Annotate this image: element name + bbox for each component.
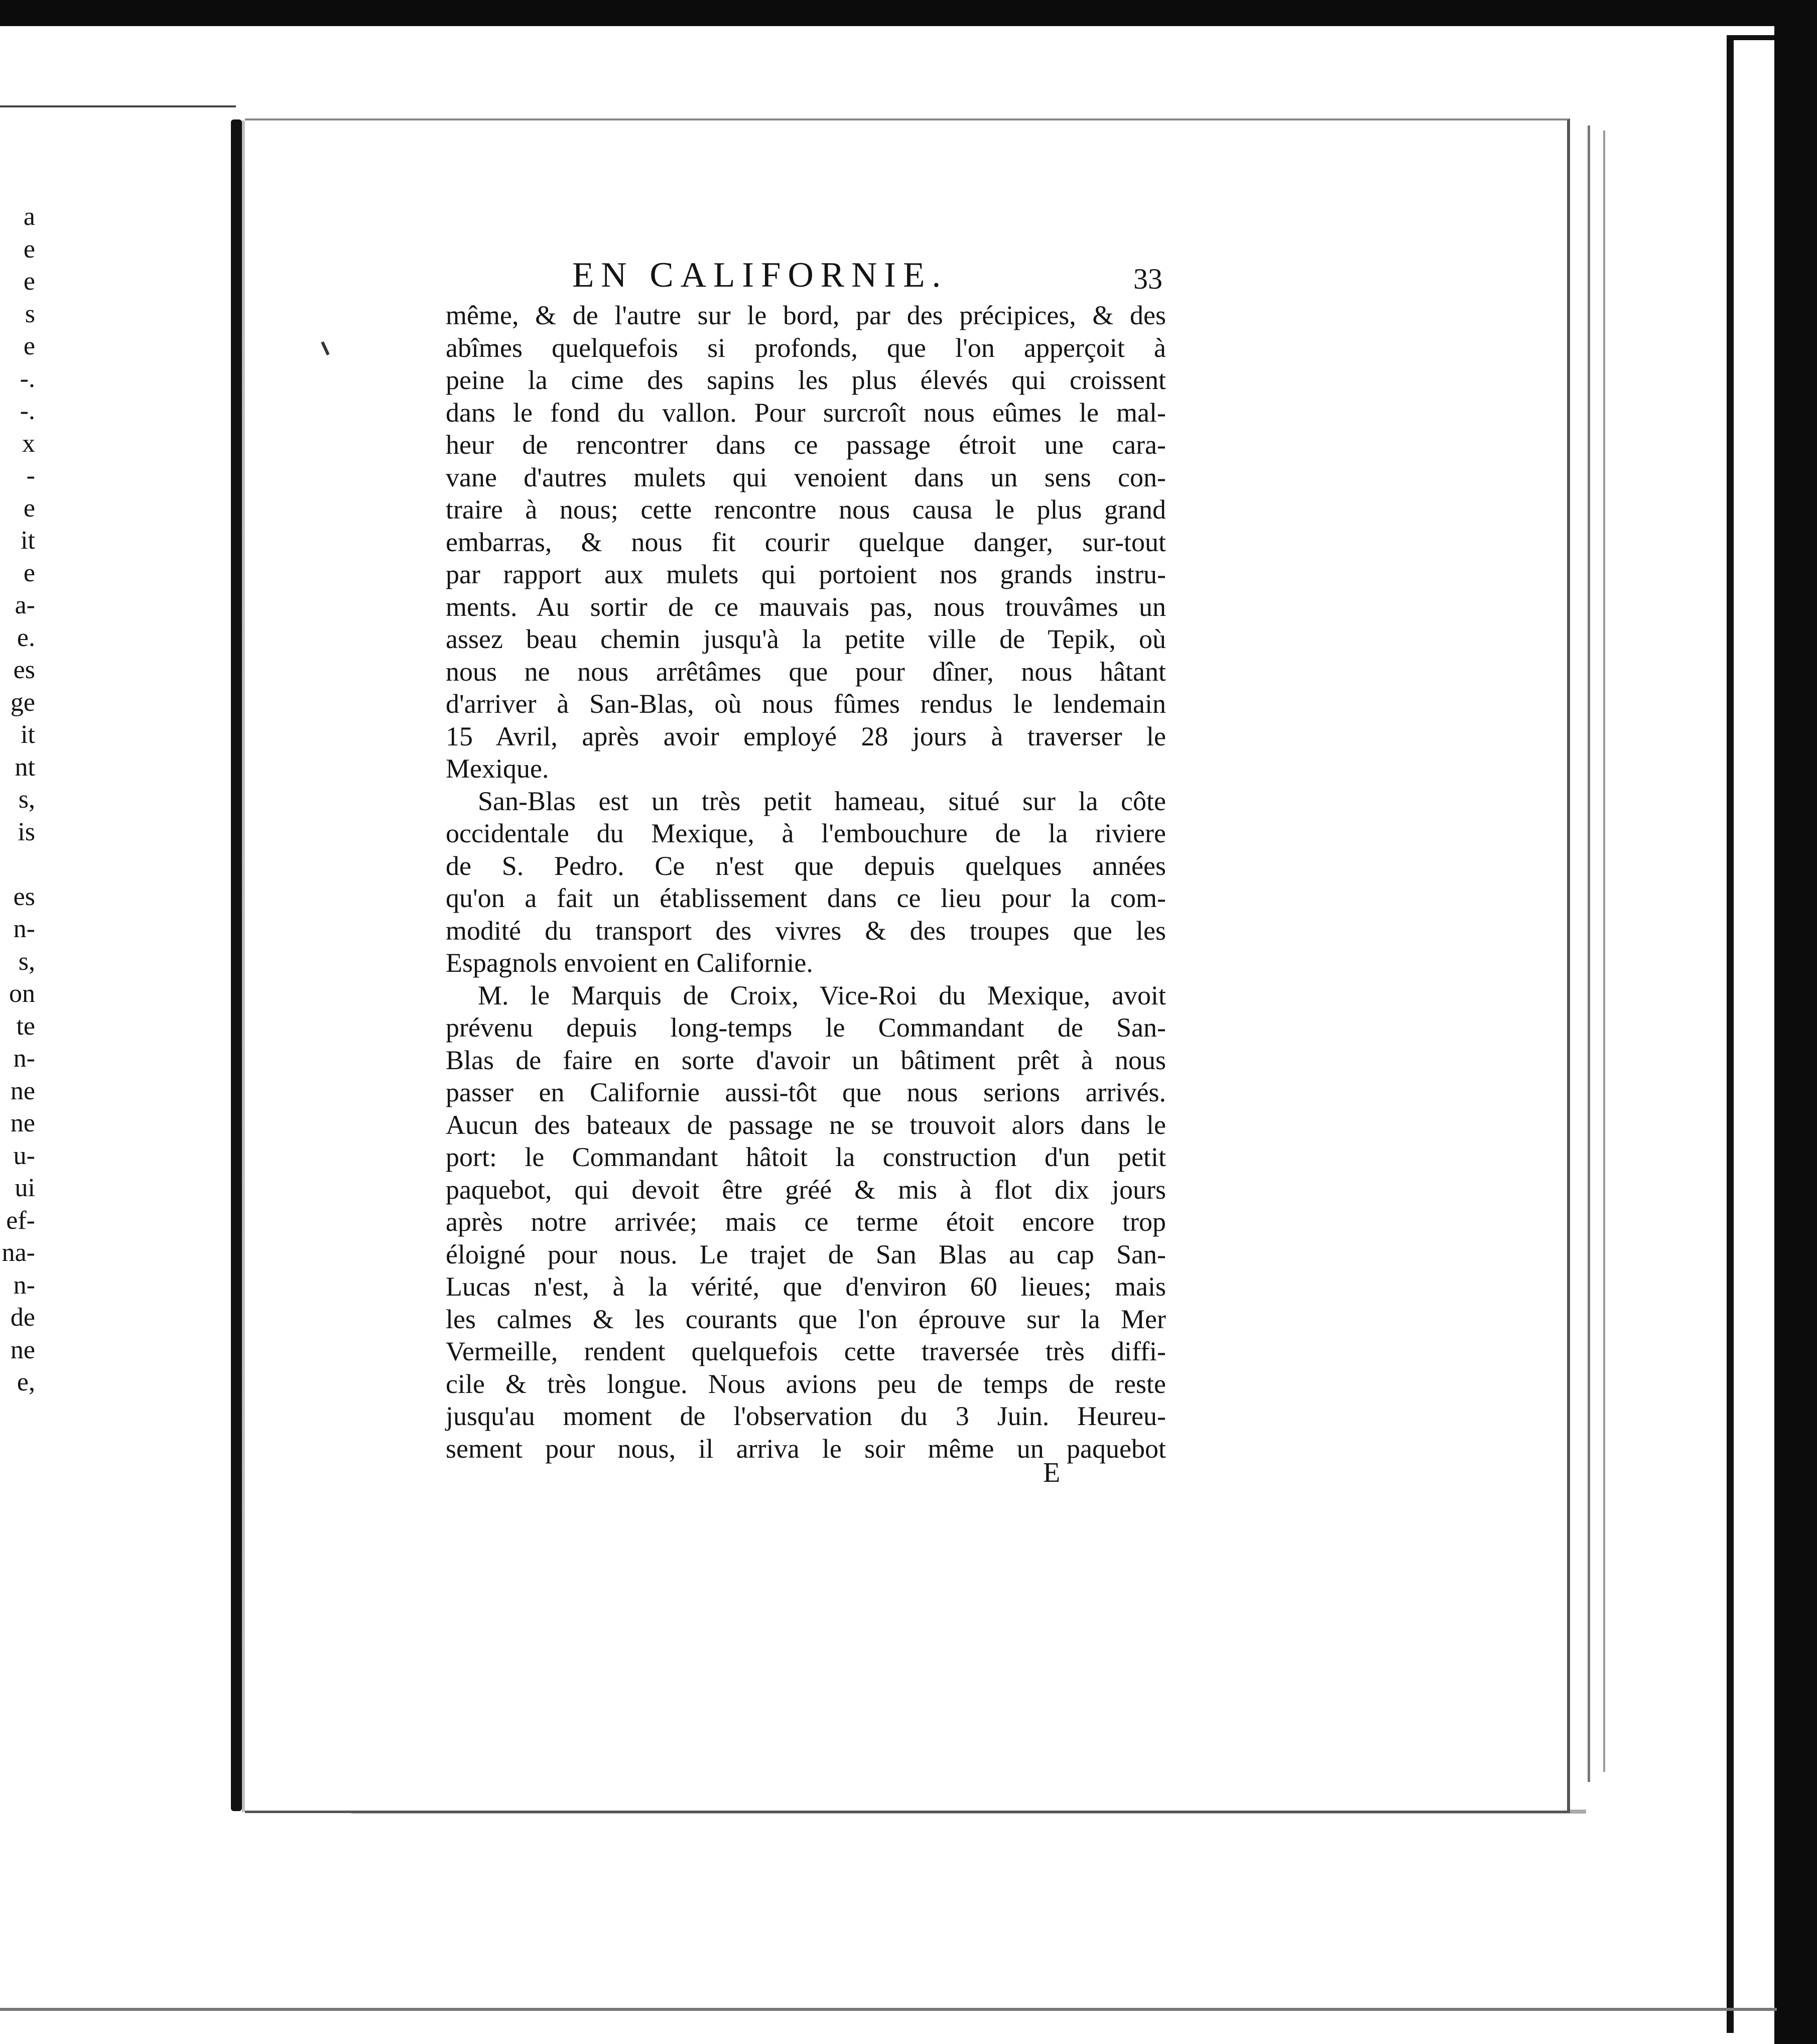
text-line: modité du transport des vivres & des troupes que les — [446, 915, 1166, 946]
scan-right-margin — [1727, 35, 1774, 2033]
text-line: Espagnols envoient en Californie. — [446, 948, 813, 978]
fragment: -. — [20, 397, 35, 425]
fragment: ne — [10, 1335, 35, 1364]
fragment: de — [10, 1303, 35, 1332]
fragment: ne — [10, 1076, 35, 1105]
text-line: éloigné pour nous. Le trajet de San Blas au cap San- — [446, 1239, 1166, 1269]
text-line: nous ne nous arrêtâmes que pour dîner, nous hâtant — [446, 656, 1166, 687]
text-line: après notre arrivée; mais ce terme étoit encore trop — [446, 1207, 1166, 1237]
text-line: 15 Avril, après avoir employé 28 jours à traverser le — [446, 721, 1166, 751]
page-edge — [1590, 131, 1605, 1772]
fragment: ge — [10, 688, 35, 717]
text-line: traire à nous; cette rencontre nous causa le plus grand — [446, 494, 1166, 525]
fragment: nt — [15, 752, 35, 782]
text-line: qu'on a fait un établissement dans ce lieu pour la com- — [446, 883, 1166, 913]
fragment: s, — [18, 785, 35, 814]
fragment: ui — [15, 1174, 35, 1202]
page-edge — [1570, 125, 1590, 1782]
fragment: e — [23, 332, 35, 360]
fragment: x — [22, 429, 35, 458]
text-line: abîmes quelquefois si profonds, que l'on apperçoit à — [446, 332, 1166, 363]
text-line: peine la cime des sapins les plus élevés qui croissent — [446, 365, 1166, 395]
fragment: e — [23, 558, 35, 587]
text-line: assez beau chemin jusqu'à la petite ville de Tepik, où — [446, 624, 1166, 654]
text-line: San-Blas est un très petit hameau, situé sur la côte — [478, 786, 1166, 816]
fragment: na- — [2, 1238, 35, 1267]
text-line: vane d'autres mulets qui venoient dans un sens con- — [446, 462, 1166, 492]
running-head: EN CALIFORNIE. — [572, 256, 948, 295]
signature-mark: E — [1043, 1457, 1061, 1488]
fragment: e — [23, 267, 35, 296]
page-number: 33 — [1133, 263, 1162, 295]
left-facing-page — [0, 105, 236, 1814]
text-line: d'arriver à San-Blas, où nous fûmes rendus le lendemain — [446, 689, 1166, 719]
book-gutter — [231, 119, 242, 1811]
fragment: s, — [18, 947, 35, 976]
text-line: Lucas n'est, à la vérité, que d'environ 60 lieues; mais — [446, 1271, 1166, 1302]
fragment: -. — [20, 364, 35, 393]
text-line: paquebot, qui devoit être gréé & mis à flot dix jours — [446, 1174, 1166, 1205]
text-line: occidentale du Mexique, à l'embouchure de la riviere — [446, 818, 1166, 848]
text-line: embarras, & nous fit courir quelque danger, sur-tout — [446, 527, 1166, 557]
scan-right-border — [1774, 0, 1817, 2044]
body-text — [446, 299, 1166, 1465]
text-line: cile & très longue. Nous avions peu de temps de reste — [446, 1368, 1166, 1399]
fragment: e. — [17, 623, 35, 652]
fragment: a — [23, 202, 35, 231]
fragment: e, — [17, 1368, 35, 1396]
text-line: par rapport aux mulets qui portoient nos grands instru- — [446, 559, 1166, 589]
fragment: es — [13, 882, 35, 911]
text-line: prévenu depuis long-temps le Commandant de San- — [446, 1012, 1166, 1043]
text-line: port: le Commandant hâtoit la construction d'un petit — [446, 1142, 1166, 1172]
fragment: on — [9, 979, 35, 1008]
fragment: a- — [15, 591, 35, 619]
text-line: heur de rencontrer dans ce passage étroit une cara- — [446, 430, 1166, 460]
text-line: Blas de faire en sorte d'avoir un bâtiment prêt à nous — [446, 1045, 1166, 1075]
fragment — [0, 848, 35, 881]
text-line: M. le Marquis de Croix, Vice-Roi du Mexique, avoit — [478, 980, 1166, 1010]
fragment: e — [23, 234, 35, 264]
fragment: n- — [13, 1044, 35, 1073]
text-line: Mexique. — [446, 753, 549, 784]
fragment: u- — [13, 1141, 35, 1170]
left-page-fragments — [0, 201, 35, 1399]
text-line: de S. Pedro. Ce n'est que depuis quelques années — [446, 850, 1166, 881]
text-line: Vermeille, rendent quelquefois cette traversée très diffi- — [446, 1336, 1166, 1366]
text-line: même, & de l'autre sur le bord, par des précipices, & des — [446, 300, 1166, 330]
text-line: ments. Au sortir de ce mauvais pas, nous trouvâmes un — [446, 591, 1166, 622]
scan-top-border — [0, 0, 1817, 26]
text-line: sement pour nous, il arriva le soir même un paquebot — [446, 1433, 1166, 1464]
fragment: n- — [13, 1270, 35, 1300]
fragment: - — [26, 461, 35, 490]
fragment: e — [23, 493, 35, 523]
fragment: s — [25, 299, 35, 328]
fragment: is — [18, 817, 35, 846]
fragment: it — [21, 720, 35, 749]
fragment: es — [13, 656, 35, 684]
fragment: ne — [10, 1109, 35, 1137]
text-line: passer en Californie aussi-tôt que nous serions arrivés. — [446, 1077, 1166, 1107]
text-line: les calmes & les courants que l'on éprouve sur la Mer — [446, 1304, 1166, 1334]
text-line: dans le fond du vallon. Pour surcroît nous eûmes le mal- — [446, 397, 1166, 428]
fragment: it — [21, 526, 35, 555]
fragment: te — [16, 1011, 35, 1041]
fragment: ef- — [6, 1206, 35, 1235]
text-line: Aucun des bateaux de passage ne se trouvoit alors dans le — [446, 1109, 1166, 1140]
text-line: jusqu'au moment de l'observation du 3 Juin. Heureu- — [446, 1401, 1166, 1431]
scan-bottom-rule — [0, 2008, 1777, 2011]
fragment: n- — [13, 915, 35, 943]
